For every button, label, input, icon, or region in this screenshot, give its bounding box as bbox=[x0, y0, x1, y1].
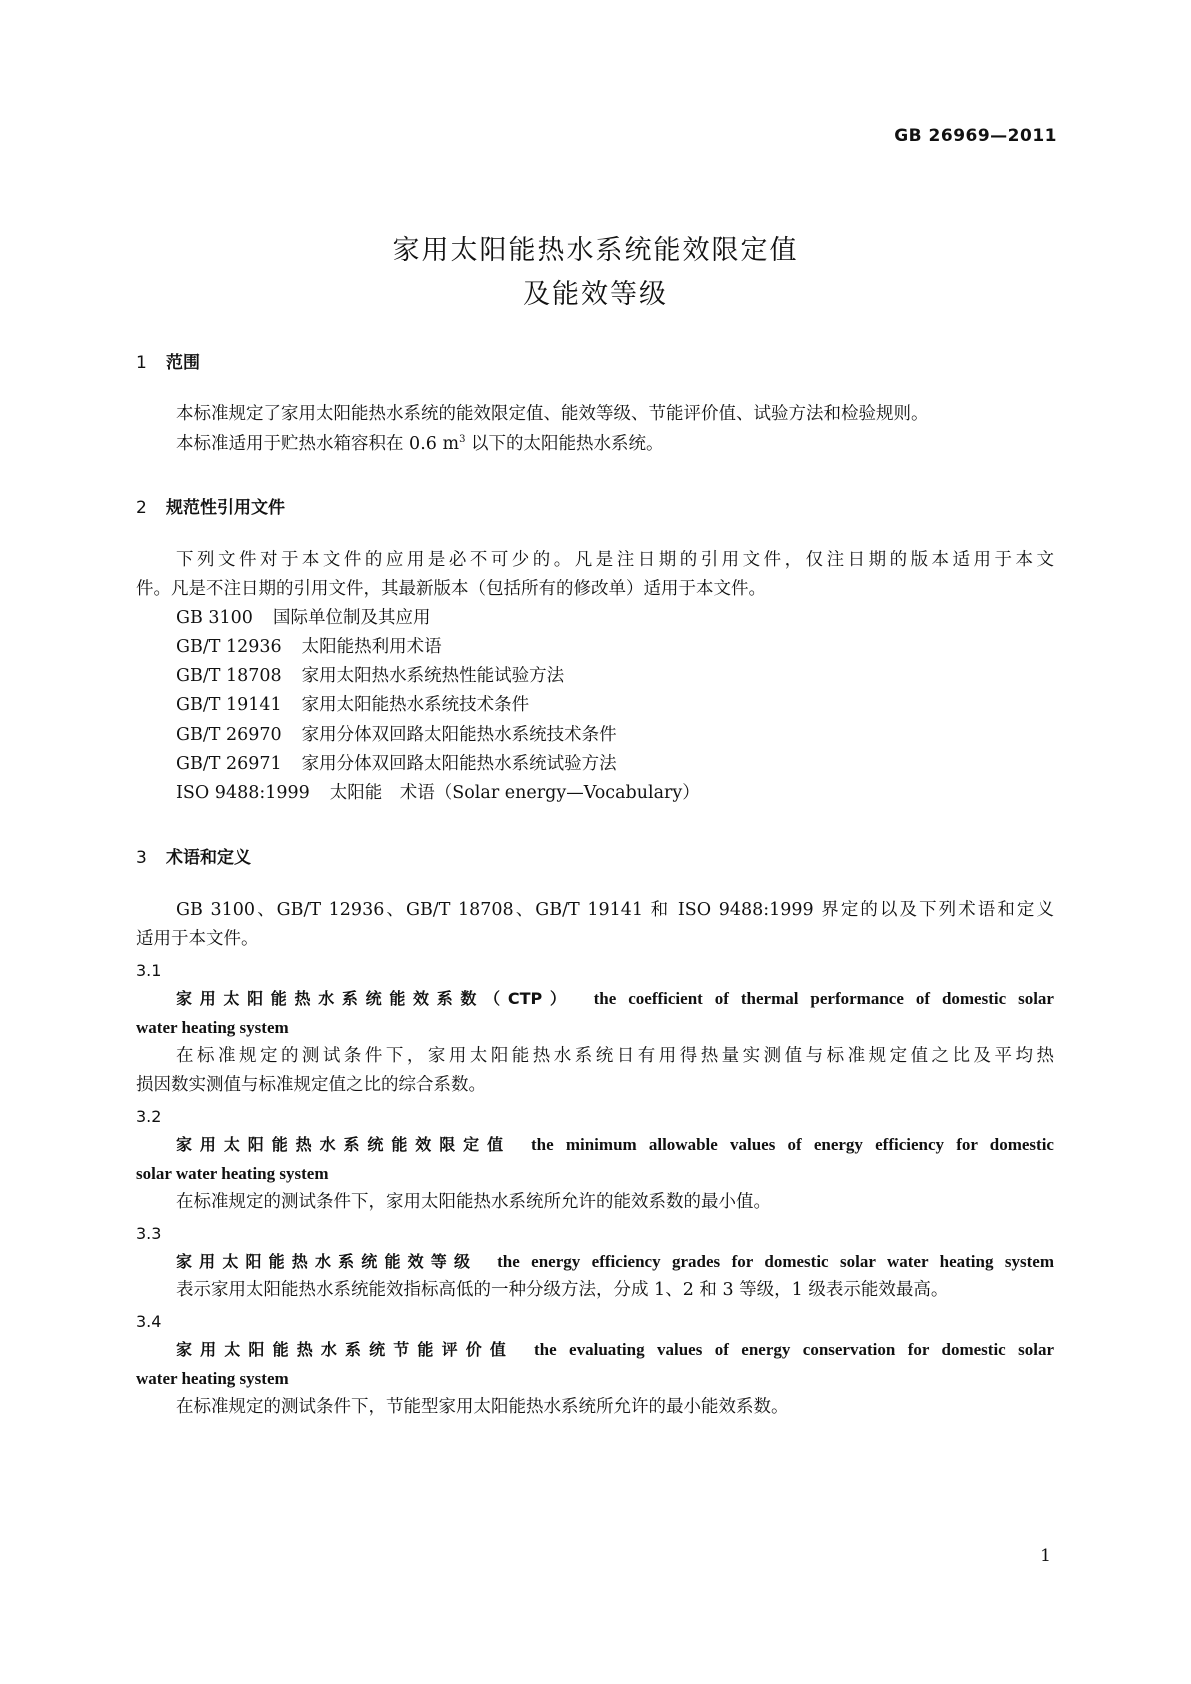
term-definition-line1: 在标准规定的测试条件下，节能型家用太阳能热水系统所允许的最小能效系数。 bbox=[176, 1397, 789, 1417]
reference-title: 家用分体双回路太阳能热水系统试验方法 bbox=[301, 754, 617, 774]
section-2-number: 2 bbox=[136, 498, 147, 518]
section-1-number: 1 bbox=[136, 353, 147, 373]
section-3-title: 术语和定义 bbox=[166, 848, 251, 868]
reference-title: 太阳能热利用术语 bbox=[301, 637, 442, 657]
clause-number: 3.3 bbox=[136, 1224, 162, 1243]
term-heading-line1 bbox=[176, 1253, 1054, 1272]
term-heading-line1 bbox=[176, 1136, 1054, 1155]
term-chinese: 家用太阳能热水系统能效限定值 bbox=[176, 1135, 511, 1154]
term-english: the minimum allowable values of energy efficiency for domestic bbox=[531, 1135, 1054, 1154]
term-heading-line1 bbox=[176, 1341, 1054, 1360]
reference-item bbox=[176, 727, 617, 745]
term-english: the evaluating values of energy conservation for domestic solar bbox=[534, 1340, 1054, 1359]
section-2-intro-line2: 件。凡是不注日期的引用文件，其最新版本（包括所有的修改单）适用于本文件。 bbox=[136, 579, 766, 599]
term-definition-line1: 表示家用太阳能热水系统能效指标高低的一种分级方法，分成 1、2 和 3 等级，1 级表示能效最高。 bbox=[176, 1280, 949, 1300]
section-2-heading bbox=[136, 493, 285, 518]
reference-code: GB/T 26971 bbox=[176, 754, 282, 774]
term-chinese: 家用太阳能热水系统节能评价值 bbox=[176, 1340, 514, 1359]
clause-number: 3.4 bbox=[136, 1312, 162, 1331]
reference-item bbox=[176, 785, 700, 803]
section-2-intro-line1: 下列文件对于本文件的应用是必不可少的。凡是注日期的引用文件，仅注日期的版本适用于本文 bbox=[176, 550, 1054, 570]
term-english-line2: solar water heating system bbox=[136, 1164, 329, 1183]
reference-item bbox=[176, 756, 617, 774]
term-heading-line1 bbox=[176, 990, 1054, 1009]
reference-title: 太阳能 术语（Solar energy—Vocabulary） bbox=[329, 783, 700, 803]
reference-code: GB/T 19141 bbox=[176, 695, 282, 715]
reference-code: GB/T 18708 bbox=[176, 666, 282, 686]
section-3-heading bbox=[136, 843, 251, 868]
reference-item bbox=[176, 610, 430, 628]
document-title-line1: 家用太阳能热水系统能效限定值 bbox=[392, 235, 799, 266]
section-3-number: 3 bbox=[136, 848, 147, 868]
reference-title: 家用太阳热水系统热性能试验方法 bbox=[301, 666, 565, 686]
reference-title: 家用分体双回路太阳能热水系统技术条件 bbox=[301, 725, 617, 745]
reference-item bbox=[176, 697, 529, 715]
section-3-intro-line1: GB 3100、GB/T 12936、GB/T 18708、GB/T 19141 和 ISO 9488:1999 界定的以及下列术语和定义 bbox=[176, 900, 1054, 920]
reference-code: GB/T 12936 bbox=[176, 637, 282, 657]
reference-item bbox=[176, 668, 564, 686]
term-definition-line2: 损因数实测值与标准规定值之比的综合系数。 bbox=[136, 1075, 486, 1095]
reference-code: GB 3100 bbox=[176, 608, 253, 628]
section-1-heading bbox=[136, 348, 200, 373]
section-1-title: 范围 bbox=[166, 353, 200, 373]
term-chinese: 家用太阳能热水系统能效等级 bbox=[176, 1252, 478, 1271]
reference-code: ISO 9488:1999 bbox=[176, 783, 310, 803]
term-english: the energy efficiency grades for domestic solar water heating system bbox=[497, 1252, 1054, 1271]
section-3-intro-line2: 适用于本文件。 bbox=[136, 929, 259, 949]
term-english: the coefficient of thermal performance of domestic solar bbox=[593, 989, 1054, 1008]
document-title-line2: 及能效等级 bbox=[523, 279, 668, 310]
term-definition-line1: 在标准规定的测试条件下，家用太阳能热水系统所允许的能效系数的最小值。 bbox=[176, 1192, 771, 1212]
reference-item bbox=[176, 639, 442, 657]
clause-number: 3.1 bbox=[136, 961, 162, 980]
reference-code: GB/T 26970 bbox=[176, 725, 282, 745]
term-english-line2: water heating system bbox=[136, 1018, 289, 1037]
reference-title: 家用太阳能热水系统技术条件 bbox=[301, 695, 530, 715]
section-1-para-2: 本标准适用于贮热水箱容积在 0.6 $m^3$ 以下的太阳能热水系统。 bbox=[176, 433, 664, 454]
standard-code: GB 26969—2011 bbox=[894, 126, 1057, 146]
term-definition-line1: 在标准规定的测试条件下，家用太阳能热水系统日有用得热量实测值与标准规定值之比及平均热 bbox=[176, 1046, 1054, 1066]
clause-number: 3.2 bbox=[136, 1107, 162, 1126]
page-number: 1 bbox=[1040, 1546, 1051, 1566]
term-chinese: 家用太阳能热水系统能效系数（CTP） bbox=[176, 989, 574, 1008]
term-english-line2: water heating system bbox=[136, 1369, 289, 1388]
reference-title: 国际单位制及其应用 bbox=[272, 608, 431, 628]
section-1-para-1: 本标准规定了家用太阳能热水系统的能效限定值、能效等级、节能评价值、试验方法和检验规则。 bbox=[176, 404, 929, 424]
section-2-title: 规范性引用文件 bbox=[166, 498, 285, 518]
